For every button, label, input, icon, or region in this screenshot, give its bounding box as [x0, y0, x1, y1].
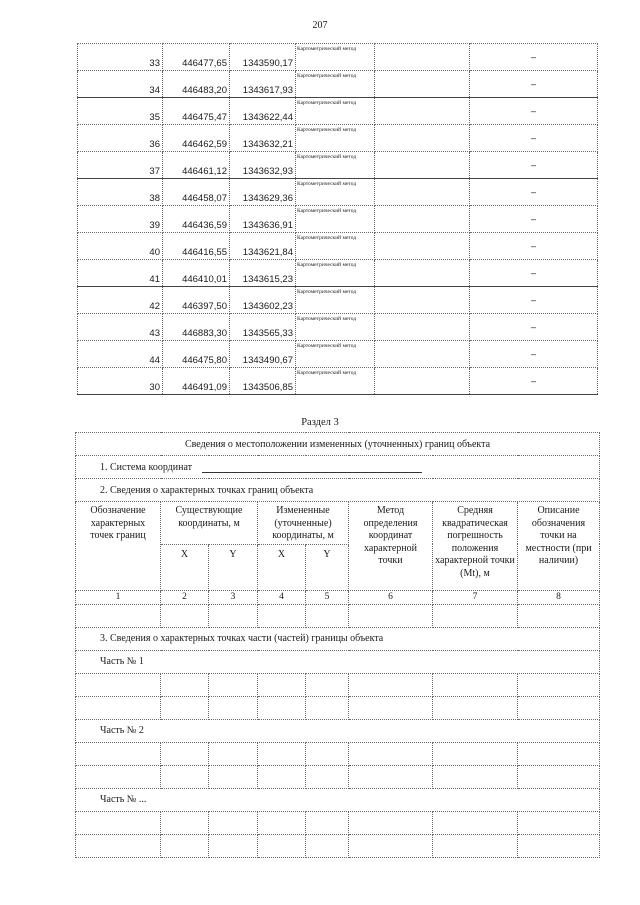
coord-y: 1343629,36 — [230, 179, 296, 206]
empty-cell — [375, 71, 470, 98]
empty-cell — [375, 44, 470, 71]
col-changed-header: Измененные (уточненные) координаты, м — [258, 502, 349, 545]
existing-y-header: Y — [209, 544, 258, 590]
col-accuracy-header: Средняя квадратическая погрешность положения характерной точки (Mt), м — [433, 502, 518, 591]
coord-x: 446436,59 — [163, 206, 230, 233]
point-number: 39 — [78, 206, 163, 233]
accuracy-dash: – — [470, 368, 598, 395]
accuracy-dash: – — [470, 233, 598, 260]
coord-y: 1343632,93 — [230, 152, 296, 179]
method-text: Картометрический метод — [296, 71, 375, 98]
accuracy-dash: – — [470, 98, 598, 125]
column-number: 7 — [433, 590, 518, 604]
method-text: Картометрический метод — [296, 44, 375, 71]
coord-y: 1343632,21 — [230, 125, 296, 152]
method-text: Картометрический метод — [296, 314, 375, 341]
section3-title: Сведения о местоположении измененных (уточненных) границ объекта — [76, 433, 600, 456]
part-points-label: 3. Сведения о характерных точках части (частей) границы объекта — [76, 627, 600, 650]
accuracy-dash: – — [470, 287, 598, 314]
coord-y: 1343615,23 — [230, 260, 296, 287]
point-number: 41 — [78, 260, 163, 287]
empty-cell — [375, 368, 470, 395]
coordinate-system-label: 1. Система координат — [100, 461, 193, 473]
coord-x: 446475,80 — [163, 341, 230, 368]
method-text: Картометрический метод — [296, 125, 375, 152]
accuracy-dash: – — [470, 71, 598, 98]
coord-y: 1343490,67 — [230, 341, 296, 368]
empty-cell — [375, 125, 470, 152]
empty-cell — [375, 179, 470, 206]
method-text: Картометрический метод — [296, 287, 375, 314]
coordinate-row — [78, 44, 598, 71]
coordinate-row — [78, 287, 598, 314]
empty-row — [76, 673, 600, 696]
method-text: Картометрический метод — [296, 233, 375, 260]
coordinate-row — [78, 368, 598, 395]
accuracy-dash: – — [470, 206, 598, 233]
empty-row — [76, 765, 600, 788]
empty-row — [76, 834, 600, 857]
part-1-label: Часть № 1 — [76, 650, 600, 673]
coord-x: 446410,01 — [163, 260, 230, 287]
accuracy-dash: – — [470, 125, 598, 152]
coordinate-row — [78, 125, 598, 152]
empty-row — [76, 742, 600, 765]
empty-row — [76, 811, 600, 834]
point-number: 43 — [78, 314, 163, 341]
column-number: 1 — [76, 590, 161, 604]
part-2-label: Часть № 2 — [76, 719, 600, 742]
method-text: Картометрический метод — [296, 206, 375, 233]
coord-x: 446483,20 — [163, 71, 230, 98]
point-number: 42 — [78, 287, 163, 314]
empty-cell — [375, 314, 470, 341]
section-heading: Раздел 3 — [301, 417, 339, 428]
coord-y: 1343506,85 — [230, 368, 296, 395]
point-number: 36 — [78, 125, 163, 152]
point-number: 44 — [78, 341, 163, 368]
accuracy-dash: – — [470, 44, 598, 71]
point-number: 30 — [78, 368, 163, 395]
point-number: 33 — [78, 44, 163, 71]
accuracy-dash: – — [470, 179, 598, 206]
col-method-header: Метод определения координат характерной точки — [349, 502, 433, 591]
page-number: 207 — [312, 20, 328, 31]
coord-y: 1343590,17 — [230, 44, 296, 71]
column-number: 2 — [161, 590, 209, 604]
section3-table — [75, 432, 600, 858]
coordinate-row — [78, 98, 598, 125]
empty-cell — [375, 98, 470, 125]
coord-y: 1343621,84 — [230, 233, 296, 260]
col-description-header: Описание обозначения точки на местности (при наличии) — [518, 502, 600, 591]
coord-x: 446491,09 — [163, 368, 230, 395]
coord-y: 1343622,44 — [230, 98, 296, 125]
empty-cell — [375, 341, 470, 368]
coord-y: 1343602,23 — [230, 287, 296, 314]
column-number: 4 — [258, 590, 306, 604]
existing-x-header: X — [161, 544, 209, 590]
coordinate-system-blank — [202, 462, 422, 473]
column-number: 5 — [306, 590, 349, 604]
empty-cell — [375, 287, 470, 314]
coordinate-row — [78, 260, 598, 287]
part-n-label: Часть № ... — [76, 788, 600, 811]
empty-row — [76, 604, 600, 627]
column-number: 3 — [209, 590, 258, 604]
col-existing-header: Существующие координаты, м — [161, 502, 258, 545]
method-text: Картометрический метод — [296, 368, 375, 395]
coordinate-row — [78, 233, 598, 260]
method-text: Картометрический метод — [296, 98, 375, 125]
point-number: 34 — [78, 71, 163, 98]
coord-x: 446397,50 — [163, 287, 230, 314]
coordinate-row — [78, 341, 598, 368]
coord-y: 1343565,33 — [230, 314, 296, 341]
coord-y: 1343617,93 — [230, 71, 296, 98]
empty-cell — [375, 260, 470, 287]
coord-x: 446461,12 — [163, 152, 230, 179]
coordinate-row — [78, 206, 598, 233]
point-number: 40 — [78, 233, 163, 260]
point-number: 35 — [78, 98, 163, 125]
coordinate-system-row — [76, 456, 600, 479]
method-text: Картометрический метод — [296, 341, 375, 368]
method-text: Картометрический метод — [296, 179, 375, 206]
coordinate-row — [78, 314, 598, 341]
empty-cell — [375, 152, 470, 179]
empty-row — [76, 696, 600, 719]
coordinates-table — [77, 43, 598, 395]
point-number: 38 — [78, 179, 163, 206]
method-text: Картометрический метод — [296, 260, 375, 287]
accuracy-dash: – — [470, 260, 598, 287]
changed-y-header: Y — [306, 544, 349, 590]
empty-cell — [375, 233, 470, 260]
coord-x: 446416,55 — [163, 233, 230, 260]
accuracy-dash: – — [470, 152, 598, 179]
coord-y: 1343636,91 — [230, 206, 296, 233]
changed-x-header: X — [258, 544, 306, 590]
boundary-points-label: 2. Сведения о характерных точках границ объекта — [76, 479, 600, 502]
point-number: 37 — [78, 152, 163, 179]
coordinate-row — [78, 71, 598, 98]
coord-x: 446883,30 — [163, 314, 230, 341]
accuracy-dash: – — [470, 314, 598, 341]
coordinate-row — [78, 152, 598, 179]
coordinate-row — [78, 179, 598, 206]
empty-cell — [375, 206, 470, 233]
method-text: Картометрический метод — [296, 152, 375, 179]
column-number: 8 — [518, 590, 600, 604]
coord-x: 446458,07 — [163, 179, 230, 206]
coord-x: 446475,47 — [163, 98, 230, 125]
col-designation-header: Обозначение характерных точек границ — [76, 502, 161, 591]
coord-x: 446462,59 — [163, 125, 230, 152]
column-number: 6 — [349, 590, 433, 604]
coord-x: 446477,65 — [163, 44, 230, 71]
accuracy-dash: – — [470, 341, 598, 368]
